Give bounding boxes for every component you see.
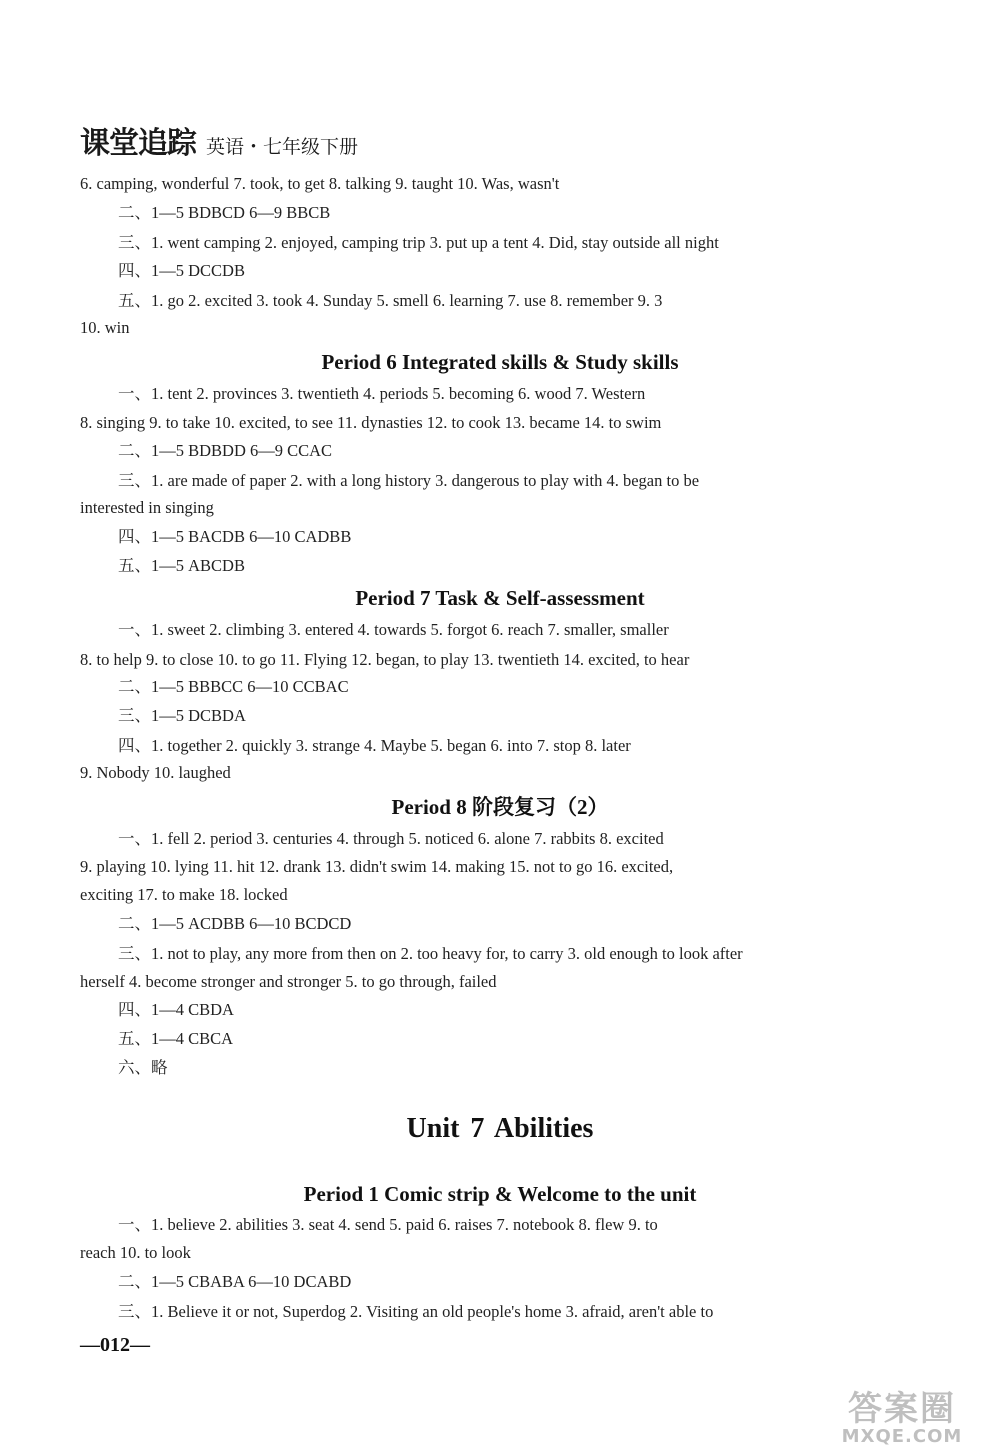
answer-line: 10. win (80, 318, 130, 337)
answer-line: herself 4. become stronger and stronger 5. to go through, failed (80, 972, 497, 991)
answer-line: 三、1. not to play, any more from then on 2. too heavy for, to carry 3. old enough to look after (118, 944, 743, 963)
answer-line: 四、1—5 DCCDB (118, 261, 245, 280)
period-heading: Period 7 Task & Self-assessment (355, 586, 645, 610)
answer-line: 二、1—5 BBBCC 6—10 CCBAC (118, 677, 349, 696)
answer-line: 一、1. fell 2. period 3. centuries 4. through 5. noticed 6. alone 7. rabbits 8. excited (118, 829, 664, 848)
answer-line: 二、1—5 BDBDD 6—9 CCAC (118, 441, 333, 460)
watermark-logo (812, 1390, 992, 1448)
page-number: —012— (80, 1334, 150, 1356)
answer-line: 五、1—5 ABCDB (118, 556, 245, 575)
period-heading: Period 6 Integrated skills & Study skills (321, 350, 679, 374)
series-logo: 课堂追踪 (80, 126, 196, 161)
answer-line: reach 10. to look (80, 1243, 191, 1262)
answer-line: 一、1. believe 2. abilities 3. seat 4. send 5. paid 6. raises 7. notebook 8. flew 9. to (118, 1215, 658, 1234)
answer-line: 五、1—4 CBCA (118, 1029, 234, 1048)
book-header (80, 118, 358, 166)
period-heading: Period 8 阶段复习（2） (391, 795, 609, 819)
answer-line: 三、1. went camping 2. enjoyed, camping trip 3. put up a tent 4. Did, stay outside all night (118, 233, 719, 252)
answer-line: interested in singing (80, 498, 214, 517)
answer-line: 二、1—5 BDBCD 6—9 BBCB (118, 203, 331, 222)
answer-line: 四、1—4 CBDA (118, 1000, 234, 1019)
answer-line: exciting 17. to make 18. locked (80, 885, 288, 904)
answer-line: 六、略 (118, 1058, 168, 1077)
book-subtitle: 英语・七年级下册 (206, 136, 359, 158)
answer-line: 9. playing 10. lying 11. hit 12. drank 13. didn't swim 14. making 15. not to go 16. excited, (80, 857, 674, 876)
answer-line: 三、1—5 DCBDA (118, 706, 246, 725)
answer-line: 五、1. go 2. excited 3. took 4. Sunday 5. smell 6. learning 7. use 8. remember 9. 3 (118, 291, 663, 310)
watermark-text: 答案圈 (848, 1389, 956, 1429)
answer-line: 二、1—5 ACDBB 6—10 BCDCD (118, 914, 352, 933)
answer-line: 三、1. are made of paper 2. with a long history 3. dangerous to play with 4. began to be (118, 471, 700, 490)
answer-line: 一、1. tent 2. provinces 3. twentieth 4. periods 5. becoming 6. wood 7. Western (118, 384, 646, 403)
answer-line: 四、1. together 2. quickly 3. strange 4. Maybe 5. began 6. into 7. stop 8. later (118, 736, 631, 755)
answer-line: 6. camping, wonderful 7. took, to get 8. talking 9. taught 10. Was, wasn't (80, 174, 560, 193)
answer-line: 8. singing 9. to take 10. excited, to see 11. dynasties 12. to cook 13. became 14. to swim (80, 413, 662, 432)
answer-line: 三、1. Believe it or not, Superdog 2. Visiting an old people's home 3. afraid, aren't able to (118, 1302, 714, 1321)
watermark-url: MXQE.COM (841, 1426, 963, 1447)
answer-line: 9. Nobody 10. laughed (80, 763, 231, 782)
answer-line: 二、1—5 CBABA 6—10 DCABD (118, 1272, 352, 1291)
answer-line: 8. to help 9. to close 10. to go 11. Flying 12. began, to play 13. twentieth 14. excited, to hear (80, 650, 690, 669)
answer-line: 一、1. sweet 2. climbing 3. entered 4. towards 5. forgot 6. reach 7. smaller, smaller (118, 620, 669, 639)
answer-line: 四、1—5 BACDB 6—10 CADBB (118, 527, 352, 546)
unit-title: Unit 7 Abilities (406, 1113, 594, 1144)
period-heading: Period 1 Comic strip & Welcome to the unit (303, 1182, 697, 1206)
